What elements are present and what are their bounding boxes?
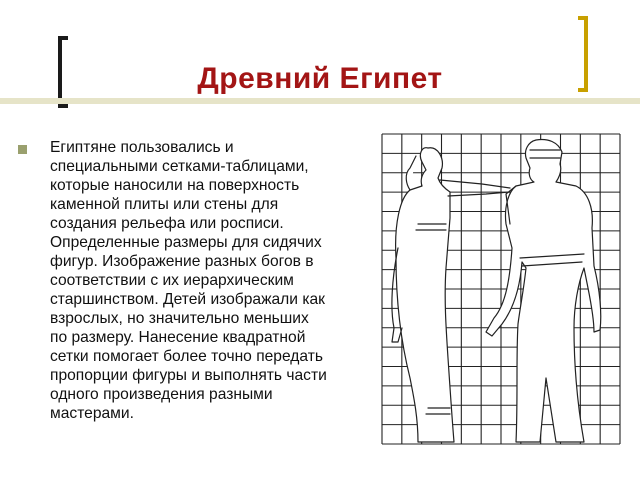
body-line: Определенные размеры для сидячих — [50, 234, 322, 251]
body-line: которые наносили на поверхность — [50, 177, 300, 194]
body-line: создания рельефа или росписи. — [50, 215, 284, 232]
slide-title: Древний Египет — [197, 62, 443, 95]
body-line: взрослых, но значительно меньших — [50, 310, 309, 327]
body-line: Египтяне пользовались и — [50, 139, 234, 156]
bullet-square-icon — [18, 145, 27, 154]
slide-body-text — [50, 138, 370, 423]
body-line: соответствии с их иерархическим — [50, 272, 294, 289]
body-line: по размеру. Нанесение квадратной — [50, 329, 306, 346]
body-line: каменной плиты или стены для — [50, 196, 279, 213]
body-line: пропорции фигуры и выполнять части — [50, 367, 327, 384]
title-underline-rule — [0, 98, 640, 104]
body-line: мастерами. — [50, 405, 134, 422]
body-line: одного произведения разными — [50, 386, 273, 403]
egyptian-grid-figures-image — [370, 128, 628, 448]
body-line: фигур. Изображение разных богов в — [50, 253, 314, 270]
body-line: специальными сетками-таблицами, — [50, 158, 309, 175]
body-line: старшинством. Детей изображали как — [50, 291, 325, 308]
body-line: сетки помогает более точно передать — [50, 348, 324, 365]
